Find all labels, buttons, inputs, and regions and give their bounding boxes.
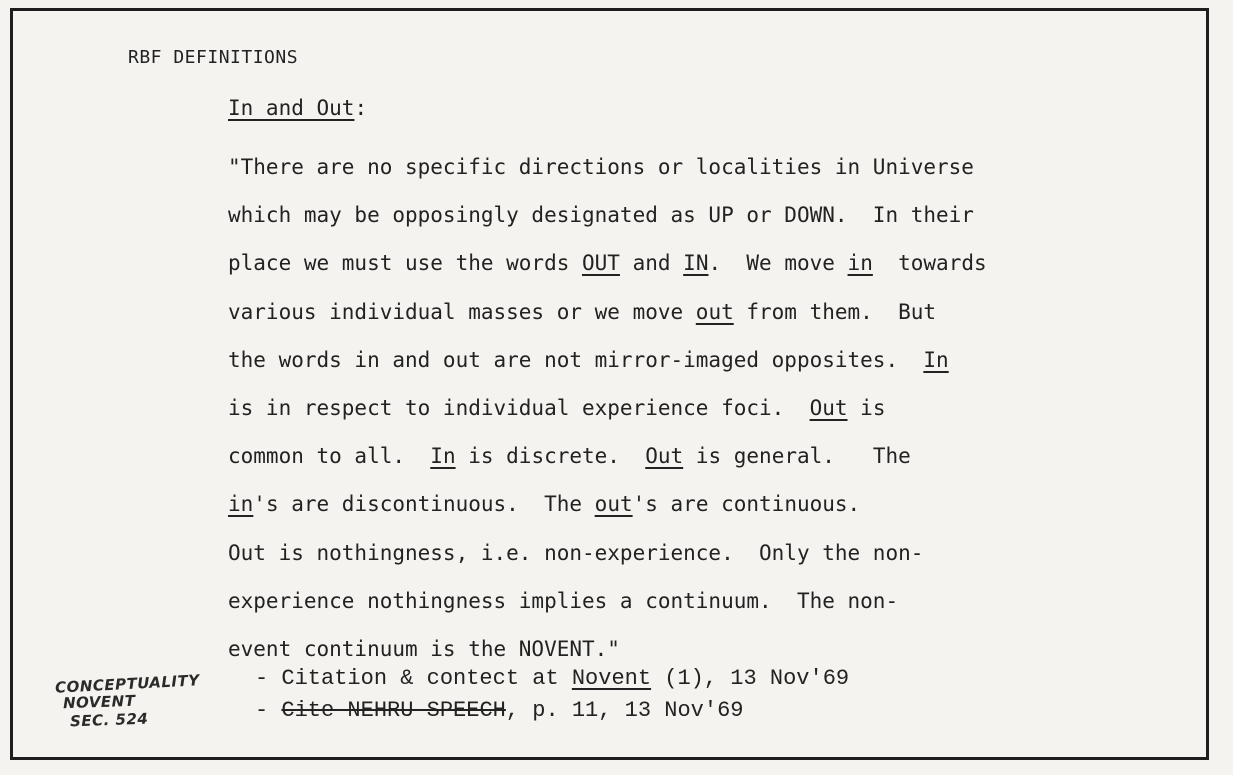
quote-line: [228, 384, 987, 432]
quote-text: Out is nothingness, i.e. non-experience. Only the non-: [228, 540, 924, 565]
quote-text: "There are no specific directions or localities in Universe: [228, 155, 974, 179]
quote-line: [228, 432, 987, 480]
underlined-word: In: [430, 444, 456, 469]
quote-text: is general. The: [683, 444, 911, 469]
underlined-word: Out: [809, 395, 848, 420]
quote-line: [228, 143, 987, 191]
quote-text: . We move: [708, 251, 848, 276]
quote-text: is discrete.: [455, 444, 646, 469]
handwritten-note-line-1: CONCEPTUALITY: [54, 671, 201, 697]
quote-text: common to all.: [228, 444, 431, 469]
quote-text: is in respect to individual experience foci.: [228, 395, 810, 420]
quote-line: [228, 239, 987, 287]
quote-text: experience nothingness implies a continuum. The non-: [228, 588, 899, 613]
citation-line-1: [255, 666, 849, 691]
quote-line: [228, 191, 987, 239]
quote-text: 's are discontinuous. The: [253, 492, 595, 517]
underlined-word: out: [594, 492, 633, 517]
quote-text: place we must use the words: [228, 251, 583, 276]
definition-term-colon: :: [354, 96, 368, 120]
quote-line: [228, 336, 987, 384]
quote-text: from them. But: [733, 299, 937, 324]
handwritten-note-line-2: NOVENT: [62, 691, 136, 713]
quote-text: various individual masses or we move: [228, 299, 696, 324]
definition-quote: [228, 143, 987, 673]
citation-1-reference: Novent: [571, 666, 652, 691]
underlined-word: in: [847, 251, 873, 276]
citation-1-suffix: (1), 13 Nov'69: [651, 666, 850, 691]
quote-line: [228, 480, 987, 528]
quote-line: [228, 577, 987, 625]
definition-term-label: In and Out: [228, 96, 355, 120]
document-heading: RBF DEFINITIONS: [128, 47, 299, 68]
citation-2-struck-text: Cite NEHRU SPEECH: [281, 698, 506, 723]
citation-1-prefix: - Citation & contect at: [255, 666, 572, 691]
quote-text: which may be opposingly designated as UP or DOWN. In their: [228, 203, 974, 228]
definition-term: [228, 96, 367, 120]
quote-text: 's are continuous.: [632, 492, 861, 517]
citation-2-suffix: , p. 11, 13 Nov'69: [505, 698, 744, 723]
underlined-word: In: [923, 347, 949, 372]
quote-line: [228, 529, 987, 577]
quote-text: and: [619, 251, 684, 276]
underlined-word: OUT: [582, 251, 620, 276]
underlined-word: Out: [645, 444, 684, 469]
handwritten-note-line-3: SEC. 524: [69, 709, 149, 731]
citation-line-2: [255, 698, 743, 723]
underlined-word: in: [228, 492, 254, 517]
quote-line: [228, 288, 987, 336]
quote-text: event continuum is the NOVENT.": [228, 636, 620, 661]
quote-text: towards: [872, 251, 987, 276]
citation-2-prefix: -: [255, 698, 282, 723]
quote-text: is: [847, 395, 886, 420]
quote-text: the words in and out are not mirror-imaged opposites.: [228, 347, 924, 372]
underlined-word: IN: [683, 251, 709, 276]
underlined-word: out: [695, 299, 734, 324]
